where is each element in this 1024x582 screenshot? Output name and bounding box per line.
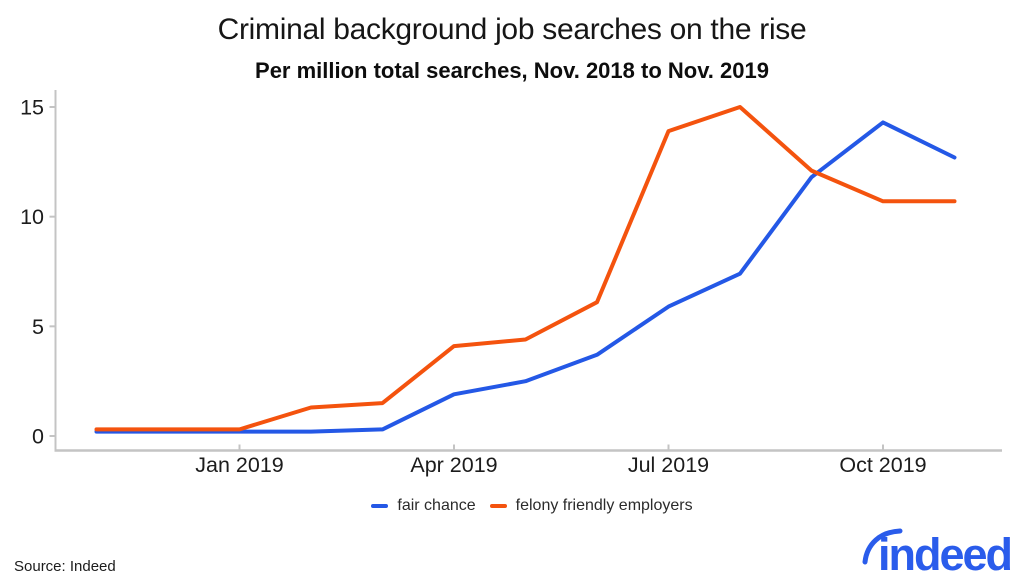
y-tick-label: 5 (32, 314, 44, 339)
indeed-logo (858, 522, 1010, 580)
legend-item-felony-friendly (490, 497, 693, 515)
felony-friendly-line-swatch (490, 504, 507, 508)
x-tick-label: Apr 2019 (410, 453, 498, 477)
y-tick-label: 10 (20, 205, 44, 230)
legend (20, 497, 1024, 515)
x-tick-label: Jul 2019 (627, 453, 710, 477)
legend-label-felony-friendly: felony friendly employers (515, 497, 693, 514)
chart-title: Criminal background job searches on the rise (217, 13, 807, 46)
chart-subtitle: Per million total searches, Nov. 2018 to Nov. 2019 (255, 58, 769, 83)
fair-chance-line-swatch (371, 504, 388, 508)
source-note: Source: Indeed (14, 558, 116, 575)
x-tick-label: Jan 2019 (195, 453, 284, 477)
legend-label-fair-chance: fair chance (397, 497, 476, 514)
y-tick-label: 15 (20, 95, 44, 120)
series-line-fair-chance (97, 122, 955, 431)
y-tick-label: 0 (32, 424, 44, 449)
legend-item-fair-chance (371, 497, 475, 515)
x-tick-label: Oct 2019 (839, 453, 927, 477)
indeed-logo-wordmark: indeed (878, 529, 1012, 580)
